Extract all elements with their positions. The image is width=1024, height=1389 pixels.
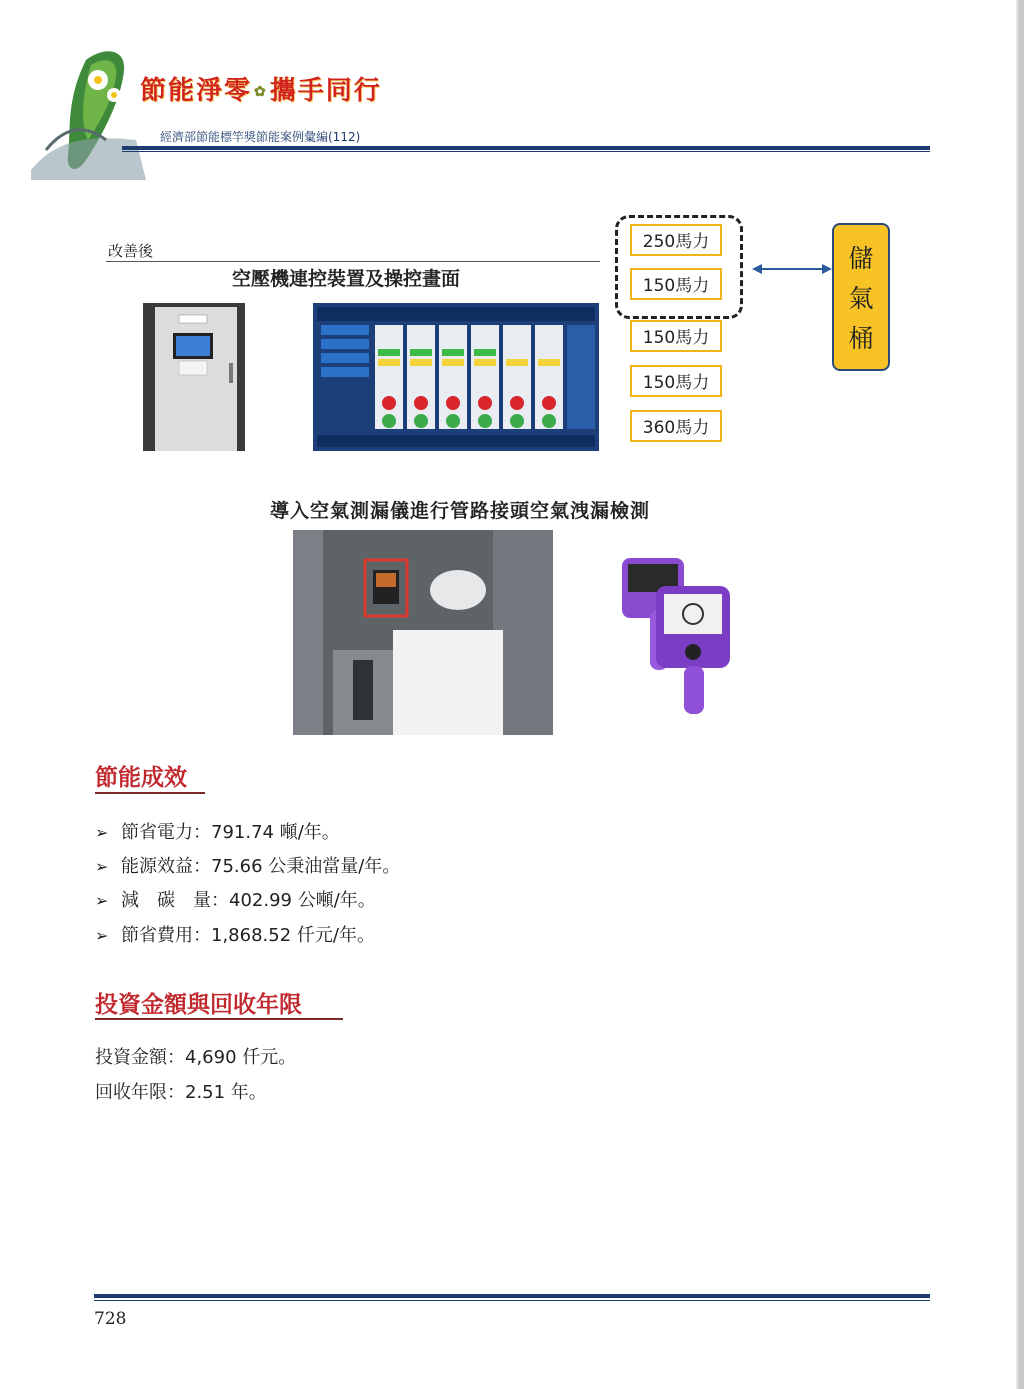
brand-left: 節能淨零: [140, 76, 253, 106]
footer-rule: [94, 1294, 930, 1298]
leak-detector-devices-photo: [612, 548, 742, 718]
arrow-bullet-icon: ➢: [95, 926, 109, 945]
arrow-bullet-icon: ➢: [95, 891, 109, 910]
tank-char: 儲: [848, 244, 874, 273]
page-edge-shadow: [1018, 0, 1024, 1389]
benefits-heading-underline: [95, 792, 205, 794]
payback-period: 回收年限：2.51 年。: [95, 1082, 267, 1103]
tank-char: 氣: [848, 284, 874, 313]
compressor-box: 250馬力: [630, 224, 722, 256]
compressor-box: 150馬力: [630, 320, 722, 352]
flower-icon: ✿: [254, 84, 268, 100]
benefit-text: 減 碳 量：402.99 公噸/年。: [121, 890, 376, 911]
compressor-box: 150馬力: [630, 365, 722, 397]
benefit-text: 能源效益：75.66 公秉油當量/年。: [121, 856, 401, 877]
after-label: 改善後: [108, 242, 154, 260]
compressor-box: 150馬力: [630, 268, 722, 300]
brand-right: 攜手同行: [269, 76, 382, 106]
controller-caption: 空壓機連控裝置及操控畫面: [232, 268, 461, 290]
header-subtitle: 經濟部節能標竿獎節能案例彙編(112): [160, 130, 361, 144]
benefit-item: [95, 852, 400, 878]
benefit-text: 節省費用：1,868.52 仟元/年。: [121, 925, 375, 946]
benefits-heading: 節能成效: [95, 765, 187, 791]
header-rule-thin: [122, 151, 930, 152]
benefit-text: 節省電力：791.74 噸/年。: [121, 822, 340, 843]
page-edge-highlight: [1016, 0, 1018, 1389]
benefit-item: [95, 818, 340, 844]
after-underline: [106, 261, 600, 262]
control-screen-photo: [313, 303, 599, 451]
brand-title: [140, 70, 382, 107]
footer-rule-thin: [94, 1300, 930, 1301]
header-rule: [122, 146, 930, 150]
investment-heading: 投資金額與回收年限: [95, 992, 302, 1018]
benefit-item: [95, 921, 375, 947]
page-number: 728: [94, 1309, 127, 1329]
arrow-bullet-icon: ➢: [95, 823, 109, 842]
leak-inspection-photo: [293, 530, 553, 735]
leak-detection-caption: 導入空氣測漏儀進行管路接頭空氣洩漏檢測: [270, 500, 651, 522]
benefit-item: [95, 886, 376, 912]
arrow-bullet-icon: ➢: [95, 857, 109, 876]
compressor-box: 360馬力: [630, 410, 722, 442]
investment-amount: 投資金額：4,690 仟元。: [95, 1047, 297, 1068]
control-cabinet-photo: [143, 303, 245, 451]
investment-heading-underline: [95, 1018, 343, 1020]
air-tank-box: [832, 223, 890, 371]
taiwan-leaf-logo: [26, 40, 156, 180]
double-arrow-icon: [752, 261, 832, 277]
tank-char: 桶: [848, 324, 874, 353]
